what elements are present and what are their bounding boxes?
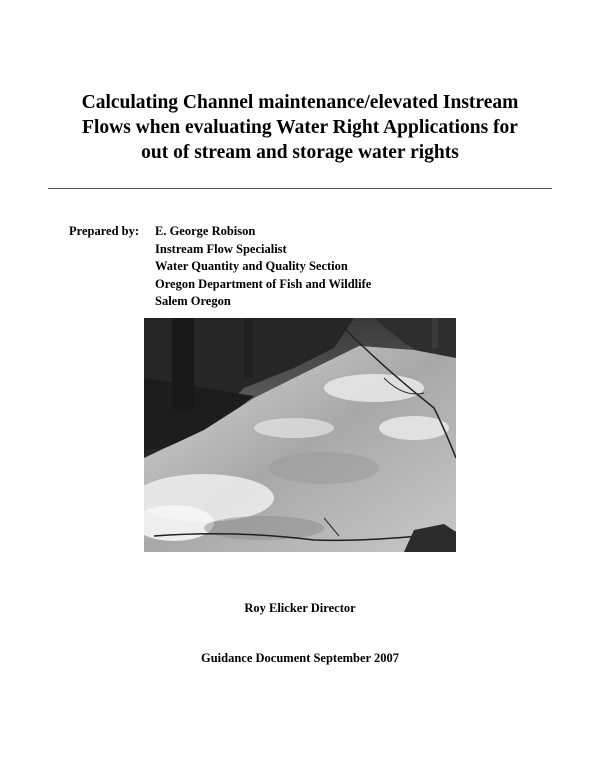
author-name: E. George Robison <box>155 224 256 238</box>
horizontal-divider <box>48 188 552 189</box>
prepared-by-label: Prepared by: <box>69 224 140 238</box>
director-line: Roy Elicker Director <box>244 601 356 615</box>
author-section: Water Quantity and Quality Section <box>155 259 348 273</box>
guidance-date-line: Guidance Document September 2007 <box>200 651 400 665</box>
author-title: Instream Flow Specialist <box>155 241 287 256</box>
title-line: Flows when evaluating Water Right Applications for <box>82 117 518 138</box>
title-line: Calculating Channel maintenance/elevated Instream <box>81 92 519 113</box>
author-location: Salem Oregon <box>155 294 231 308</box>
title-line: out of stream and storage water rights <box>141 142 459 163</box>
author-details <box>155 223 371 311</box>
stream-photo <box>144 318 456 552</box>
author-department: Oregon Department of Fish and Wildlife <box>155 276 372 291</box>
document-title <box>40 90 560 165</box>
